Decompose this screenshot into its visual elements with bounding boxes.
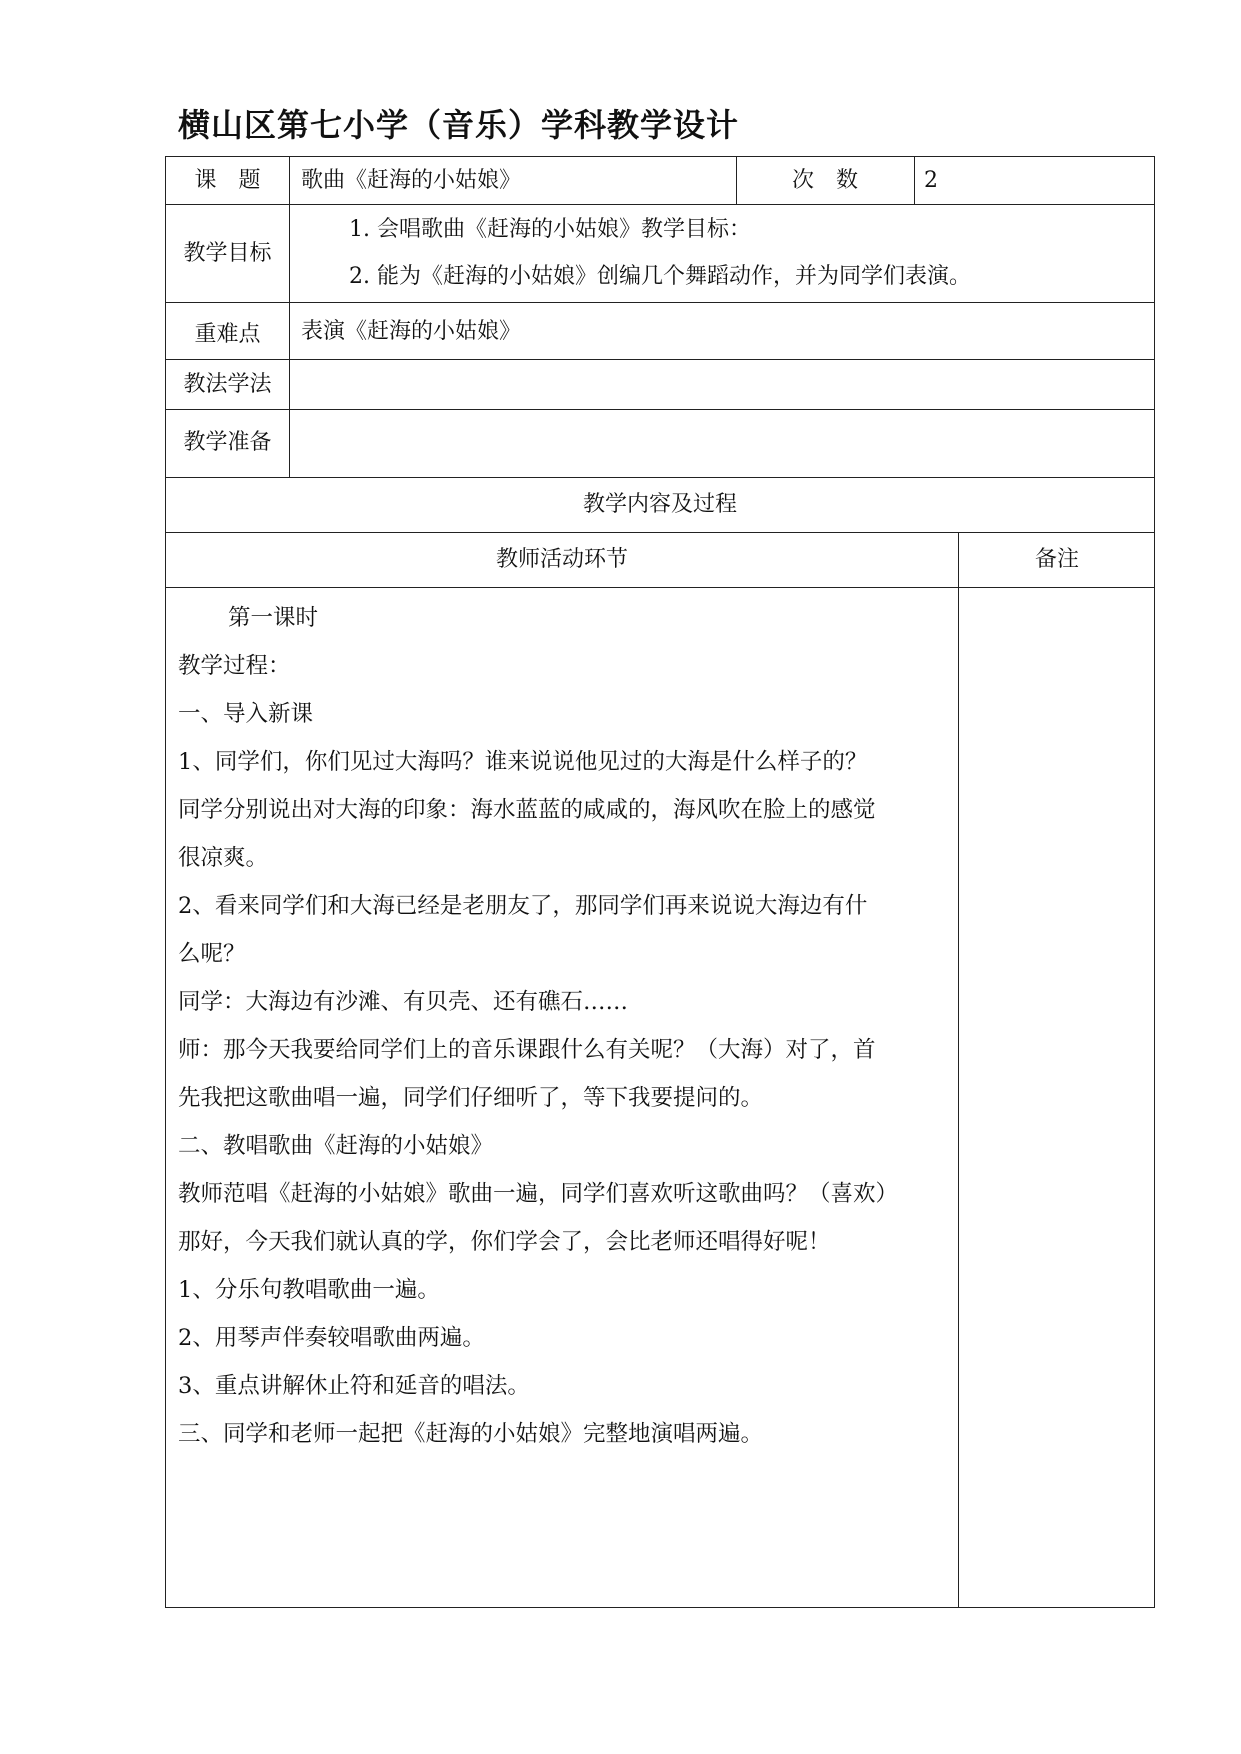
topic-label: 课 题 xyxy=(194,168,261,193)
lesson-plan-table xyxy=(165,156,1155,1608)
process-content xyxy=(178,594,898,1458)
process-line: 二、教唱歌曲《赶海的小姑娘》 xyxy=(178,1133,494,1159)
process-line: 很凉爽。 xyxy=(178,845,269,871)
process-line: 么呢？ xyxy=(178,941,246,967)
row-divider xyxy=(166,302,1154,303)
row-divider xyxy=(166,204,1154,205)
teacher-activity-header: 教师活动环节 xyxy=(495,547,628,572)
process-line: 师：那今天我要给同学们上的音乐课跟什么有关呢？（大海）对了，首 xyxy=(178,1037,876,1063)
row-divider xyxy=(166,587,1154,588)
process-line: 1、同学们，你们见过大海吗？谁来说说他见过的大海是什么样子的？ xyxy=(178,749,868,775)
process-line: 教学过程： xyxy=(178,653,291,679)
process-line: 第一课时 xyxy=(228,605,319,631)
process-line: 1、分乐句教唱歌曲一遍。 xyxy=(178,1277,440,1303)
process-line: 一、导入新课 xyxy=(178,701,314,727)
row-divider xyxy=(166,532,1154,533)
page-title: 横山区第七小学（音乐）学科教学设计 xyxy=(178,106,740,144)
objective-item: 1. 会唱歌曲《赶海的小姑娘》教学目标： xyxy=(349,217,751,242)
preparation-label: 教学准备 xyxy=(183,430,272,455)
methods-label: 教法学法 xyxy=(183,372,272,397)
row-divider xyxy=(166,409,1154,410)
process-line: 3、重点讲解休止符和延音的唱法。 xyxy=(178,1373,530,1399)
row-divider xyxy=(166,477,1154,478)
column-divider xyxy=(914,157,915,204)
key-points-label: 重难点 xyxy=(194,322,261,347)
count-value: 2 xyxy=(924,168,938,193)
process-line: 2、看来同学们和大海已经是老朋友了，那同学们再来说说大海边有什 xyxy=(178,893,868,919)
key-points-value: 表演《赶海的小姑娘》 xyxy=(301,319,522,344)
objectives-label: 教学目标 xyxy=(183,241,272,266)
notes-column-divider xyxy=(958,532,959,1607)
process-line: 那好，今天我们就认真的学，你们学会了，会比老师还唱得好呢！ xyxy=(178,1229,831,1255)
objective-item: 2. 能为《赶海的小姑娘》创编几个舞蹈动作，并为同学们表演。 xyxy=(349,264,971,289)
label-column-divider xyxy=(289,157,290,477)
process-line: 2、用琴声伴奏较唱歌曲两遍。 xyxy=(178,1325,485,1351)
row-divider xyxy=(166,359,1154,360)
notes-header: 备注 xyxy=(1034,547,1079,572)
process-line: 教师范唱《赶海的小姑娘》歌曲一遍，同学们喜欢听这歌曲吗？（喜欢） xyxy=(178,1181,899,1207)
process-line: 先我把这歌曲唱一遍，同学们仔细听了，等下我要提问的。 xyxy=(178,1085,764,1111)
count-label: 次 数 xyxy=(791,168,858,193)
topic-value: 歌曲《赶海的小姑娘》 xyxy=(301,168,522,193)
process-line: 三、同学和老师一起把《赶海的小姑娘》完整地演唱两遍。 xyxy=(178,1421,764,1447)
section-header: 教学内容及过程 xyxy=(582,492,737,517)
process-line: 同学分别说出对大海的印象：海水蓝蓝的咸咸的，海风吹在脸上的感觉 xyxy=(178,797,876,823)
process-line: 同学：大海边有沙滩、有贝壳、还有礁石…… xyxy=(178,989,629,1015)
